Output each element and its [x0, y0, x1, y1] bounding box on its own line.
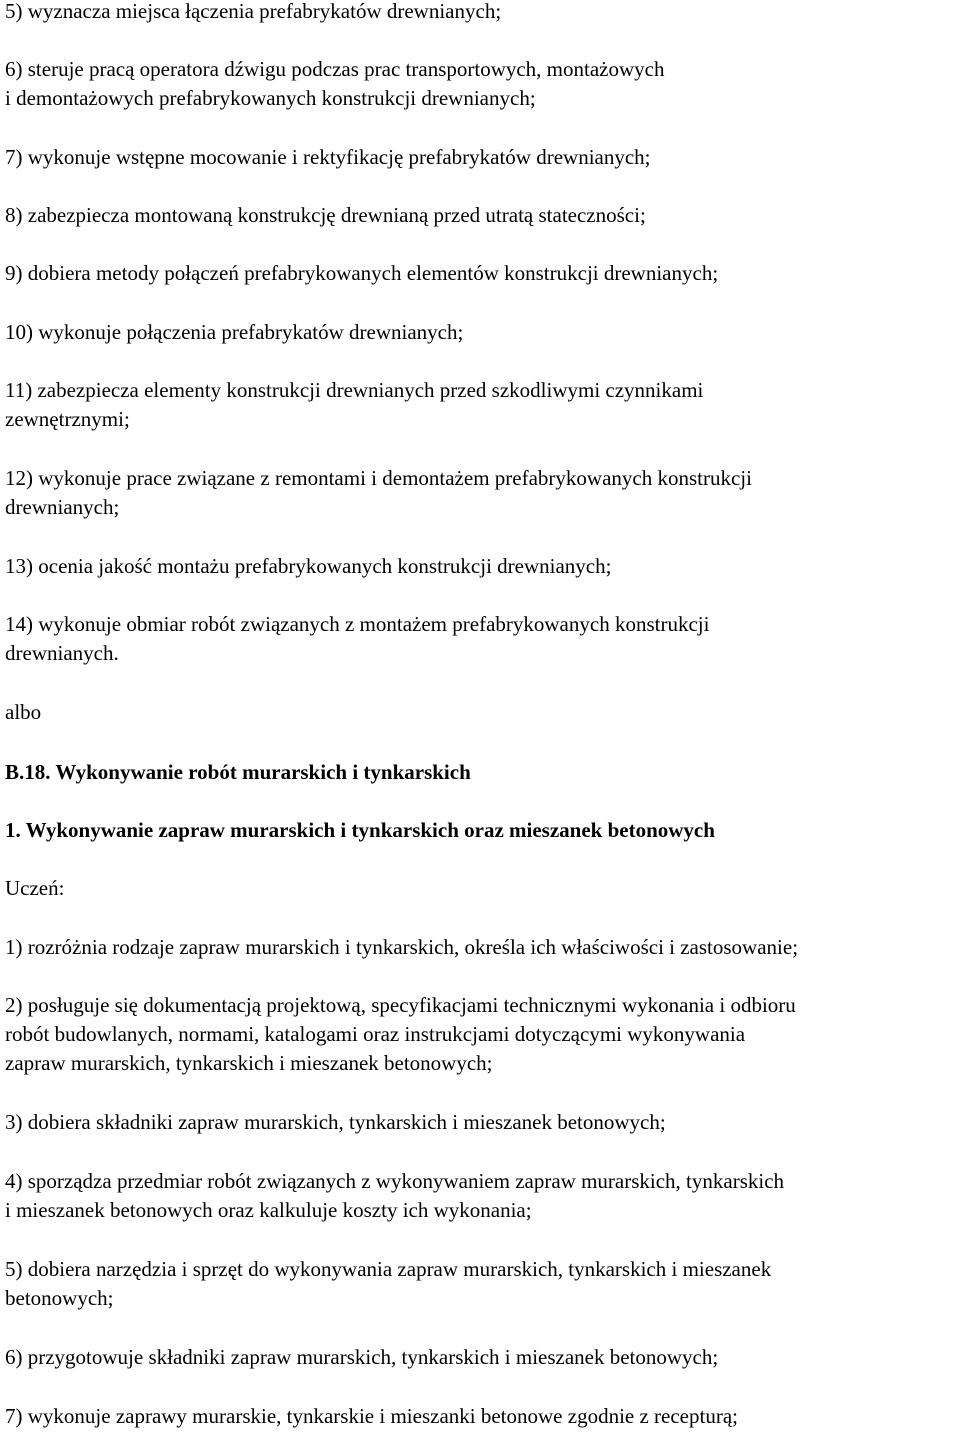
list-item	[5, 552, 611, 581]
list-item	[5, 464, 752, 522]
list-item-text: 11) zabezpiecza elementy konstrukcji drewnianych przed szkodliwymi czynnikami	[5, 378, 704, 402]
list-item-text: robót budowlanych, normami, katalogami oraz instrukcjami dotyczącymi wykonywania	[5, 1022, 746, 1046]
list-item	[5, 318, 463, 347]
list-item-text: 6) przygotowuje składniki zapraw murarskich, tynkarskich i mieszanek betonowych;	[5, 1345, 719, 1369]
student-label: Uczeń:	[5, 876, 65, 900]
list-item-text: 8) zabezpiecza montowaną konstrukcję drewnianą przed utratą stateczności;	[5, 203, 646, 227]
list-item-text: 10) wykonuje połączenia prefabrykatów drewnianych;	[5, 320, 464, 344]
list-item	[5, 991, 796, 1078]
list-item-text: zewnętrznymi;	[5, 407, 130, 431]
list-item	[5, 1343, 718, 1372]
list-item	[5, 259, 718, 288]
list-item	[5, 1108, 666, 1137]
list-item-text: 9) dobiera metody połączeń prefabrykowanych elementów konstrukcji drewnianych;	[5, 261, 719, 285]
list-item-text: 3) dobiera składniki zapraw murarskich, tynkarskich i mieszanek betonowych;	[5, 1110, 666, 1134]
list-item-text: i mieszanek betonowych oraz kalkuluje koszty ich wykonania;	[5, 1198, 532, 1222]
list-item-text: 5) wyznacza miejsca łączenia prefabrykatów drewnianych;	[5, 0, 502, 23]
list-item-text: 12) wykonuje prace związane z remontami i demontażem prefabrykowanych konstrukcji	[5, 466, 752, 490]
list-item	[5, 933, 798, 962]
subsection-heading: 1. Wykonywanie zapraw murarskich i tynkarskich oraz mieszanek betonowych	[5, 818, 715, 842]
list-item	[5, 1255, 771, 1313]
list-item-text: 7) wykonuje wstępne mocowanie i rektyfikację prefabrykatów drewnianych;	[5, 145, 651, 169]
list-item-text: 5) dobiera narzędzia i sprzęt do wykonywania zapraw murarskich, tynkarskich i mieszanek	[5, 1257, 772, 1281]
list-item-text: drewnianych;	[5, 495, 120, 519]
list-item-text: i demontażowych prefabrykowanych konstrukcji drewnianych;	[5, 86, 536, 110]
list-item-text: 6) steruje pracą operatora dźwigu podczas prac transportowych, montażowych	[5, 57, 665, 81]
list-item	[5, 201, 646, 230]
list-item-text: 7) wykonuje zaprawy murarskie, tynkarskie i mieszanki betonowe zgodnie z recepturą;	[5, 1404, 738, 1428]
section-heading: B.18. Wykonywanie robót murarskich i tynkarskich	[5, 760, 471, 784]
list-item	[5, 0, 501, 26]
list-item-text: zapraw murarskich, tynkarskich i mieszanek betonowych;	[5, 1051, 493, 1075]
list-item	[5, 376, 703, 434]
list-item	[5, 55, 664, 113]
list-item	[5, 610, 709, 668]
list-item-text: 2) posługuje się dokumentacją projektową, specyfikacjami technicznymi wykonania i odbioru	[5, 993, 796, 1017]
list-item-text: drewnianych.	[5, 641, 119, 665]
list-item-text: 1) rozróżnia rodzaje zapraw murarskich i tynkarskich, określa ich właściwości i zastosowanie;	[5, 935, 799, 959]
list-item	[5, 143, 651, 172]
list-item	[5, 1402, 738, 1431]
list-item-text: 13) ocenia jakość montażu prefabrykowanych konstrukcji drewnianych;	[5, 554, 612, 578]
albo-text: albo	[5, 700, 42, 724]
list-item-text: 14) wykonuje obmiar robót związanych z montażem prefabrykowanych konstrukcji	[5, 612, 710, 636]
list-item	[5, 1167, 784, 1225]
list-item-text: 4) sporządza przedmiar robót związanych z wykonywaniem zapraw murarskich, tynkarskich	[5, 1169, 785, 1193]
list-item-text: betonowych;	[5, 1286, 114, 1310]
